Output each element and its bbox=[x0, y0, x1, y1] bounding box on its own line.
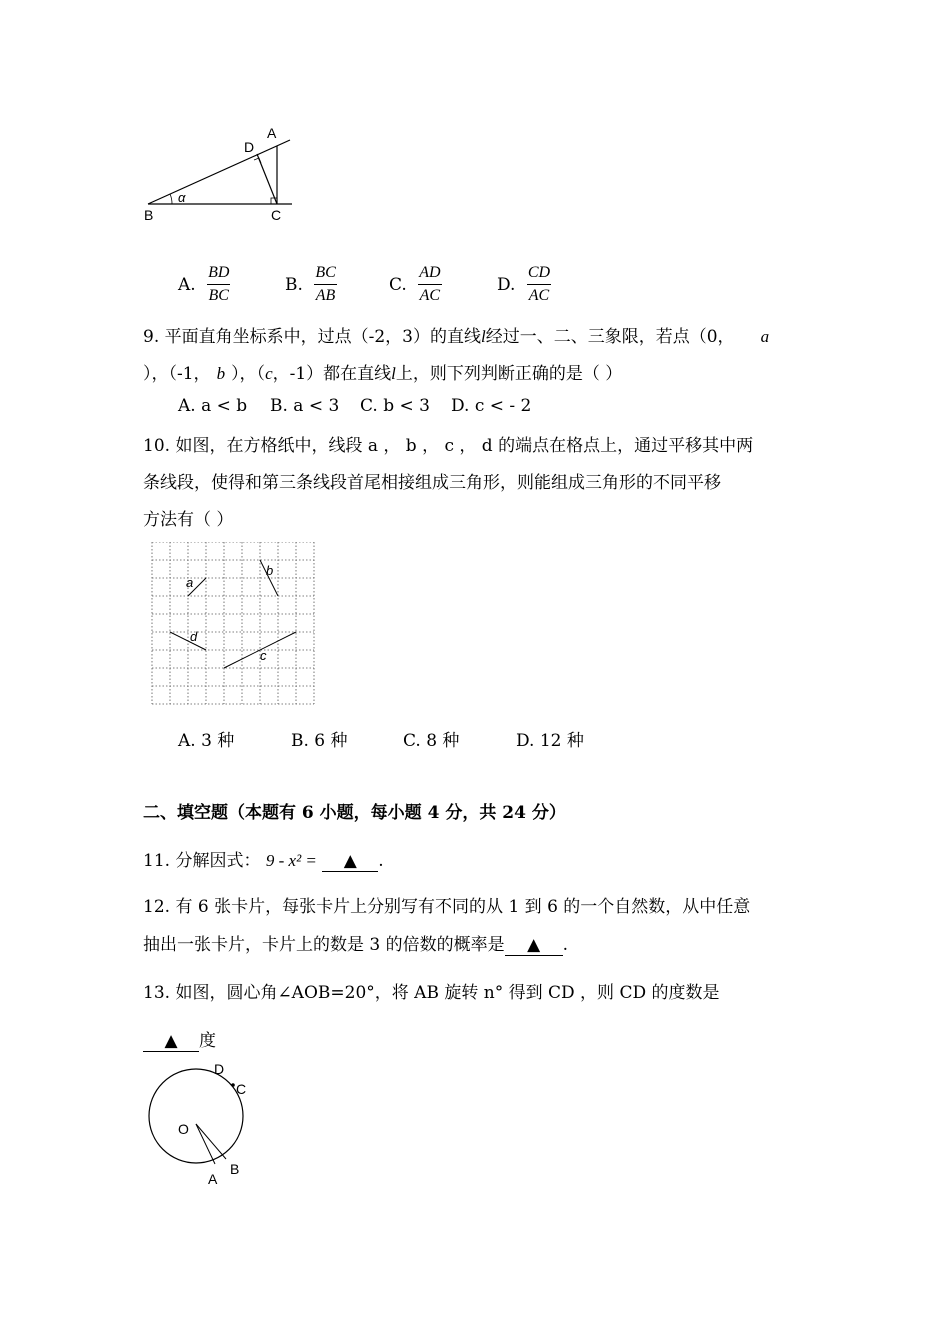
q10-option-d[interactable]: D. 12 种 bbox=[516, 731, 584, 751]
grid-label-d: d bbox=[190, 629, 198, 644]
grid-figure bbox=[148, 542, 318, 710]
fraction: $\frac{CD}{AC}$ bbox=[527, 264, 551, 304]
fraction: $\frac{AD}{AC}$ bbox=[419, 264, 441, 304]
answer-blank[interactable]: ▲ bbox=[505, 935, 563, 956]
q10-line-1: 10. 如图，在方格纸中，线段 a ， b ， c ， d 的端点在格点上，通过平移其中两 bbox=[143, 436, 754, 456]
label-d: D bbox=[244, 139, 255, 155]
angle-alpha: α bbox=[178, 190, 186, 205]
q10-line-3: 方法有（ ） bbox=[143, 510, 234, 530]
q12-line-1: 12. 有 6 张卡片，每张卡片上分别写有不同的从 1 到 6 的一个自然数，从中任意 bbox=[143, 897, 751, 917]
triangle-figure bbox=[140, 120, 310, 230]
circle-label-a: A bbox=[208, 1171, 218, 1187]
option-label: C. bbox=[389, 274, 407, 295]
q10-line-2: 条线段，使得和第三条线段首尾相接组成三角形，则能组成三角形的不同平移 bbox=[143, 473, 721, 493]
fraction: $\frac{BC}{AB}$ bbox=[315, 264, 336, 304]
answer-blank[interactable]: ▲ bbox=[143, 1031, 199, 1052]
q9-option-d[interactable]: D. c < - 2 bbox=[451, 396, 532, 416]
option-label: D. bbox=[497, 274, 516, 295]
grid-label-b: b bbox=[266, 563, 274, 578]
q10-option-b[interactable]: B. 6 种 bbox=[291, 731, 348, 751]
q9-option-c[interactable]: C. b < 3 bbox=[360, 396, 430, 416]
q8-option-c[interactable] bbox=[389, 262, 442, 307]
q9-line-2: ），（-1， b ），（c，-1）都在直线l上，则下列判断正确的是（ ） bbox=[143, 364, 623, 384]
q9-option-b[interactable]: B. a < 3 bbox=[270, 396, 340, 416]
fraction: $\frac{BD}{BC}$ bbox=[208, 264, 230, 304]
q11-expression: 9 - x² = bbox=[265, 851, 317, 870]
option-label: A. bbox=[178, 274, 196, 295]
q12-line-2: 抽出一张卡片，卡片上的数是 3 的倍数的概率是 ▲ . bbox=[143, 935, 569, 955]
label-a: A bbox=[267, 125, 277, 141]
circle-label-o: O bbox=[178, 1121, 189, 1137]
grid-label-c: c bbox=[260, 648, 267, 663]
section-heading: 二、填空题（本题有 6 小题，每小题 4 分，共 24 分） bbox=[143, 803, 566, 823]
answer-blank[interactable]: ▲ bbox=[322, 851, 378, 872]
q8-option-d[interactable] bbox=[497, 262, 551, 307]
q9-line-1: 9. 平面直角坐标系中，过点（-2，3）的直线l经过一、二、三象限，若点（0， a bbox=[143, 327, 770, 347]
q9-option-a[interactable]: A. a < b bbox=[178, 396, 248, 416]
q10-option-a[interactable]: A. 3 种 bbox=[178, 731, 235, 751]
q13-line-2: ▲ 度 bbox=[143, 1026, 216, 1052]
q13-line-1: 13. 如图，圆心角∠AOB=20°，将 AB 旋转 n° 得到 CD ，则 CD 的度数是 bbox=[143, 983, 720, 1003]
q8-option-a[interactable] bbox=[178, 262, 230, 307]
q8-option-b[interactable] bbox=[285, 262, 337, 307]
circle-label-b: B bbox=[230, 1161, 240, 1177]
circle-label-c: C bbox=[236, 1081, 247, 1097]
grid-label-a: a bbox=[186, 575, 194, 590]
label-b: B bbox=[144, 207, 154, 223]
option-label: B. bbox=[285, 274, 303, 295]
circle-figure bbox=[140, 1060, 270, 1190]
circle-label-d: D bbox=[214, 1061, 225, 1077]
label-c: C bbox=[271, 207, 282, 223]
q11: 11. 分解因式： 9 - x² = ▲ . bbox=[143, 851, 384, 871]
q10-option-c[interactable]: C. 8 种 bbox=[403, 731, 460, 751]
